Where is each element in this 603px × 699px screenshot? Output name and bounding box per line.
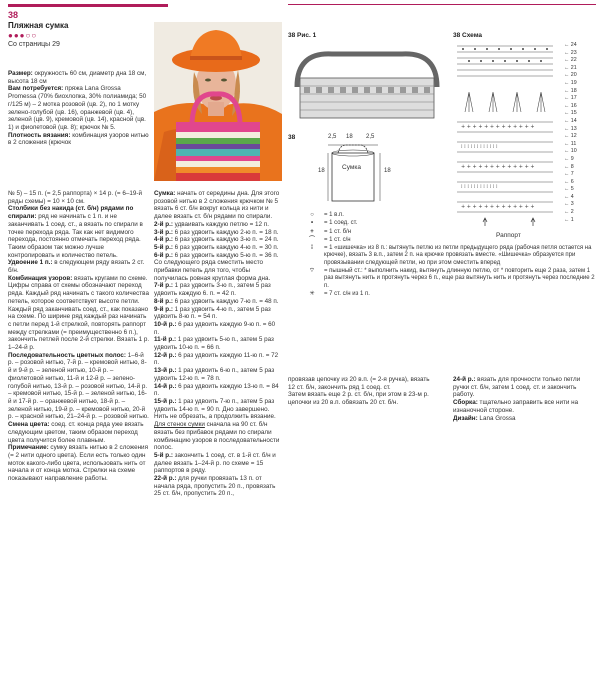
dim-2-5-left: 2,5 [328, 134, 337, 140]
materials-paragraph [8, 132, 150, 147]
col2-paragraph-heading: 3-й р.: [154, 228, 173, 236]
pattern-title: Пляжная сумка [8, 21, 69, 30]
col2-paragraph-text: Со следующего ряда сместить место прибавки петель для того, чтобы получилась ровная круглая форма дна. [154, 259, 271, 282]
col2-paragraph [154, 236, 282, 244]
schema-row-numbers [564, 42, 594, 224]
dim-18-right: 18 [384, 168, 391, 174]
col2-paragraph-heading: Сумка: [154, 190, 176, 197]
legend-symbol-icon: ○ [310, 212, 314, 218]
col2-paragraph [154, 244, 282, 252]
figure-1-label: 38 Рис. 1 [288, 32, 317, 39]
materials-paragraph-text: пряжа Lana Grossa Promessa (70% биохлопка, 30% полиамида; 50 г/125 м) – 2 мотка розовой (цв. 2), по 1 мотку зелено-голубой (цв. 16), оранжевой (цв. 4), зеленой (цв. 9), кремовой (цв. 14), красной (цв. 1) и фиолетовой (цв. 8); крючок № 5. [8, 85, 147, 131]
col2-paragraph-text: 1 раз удвоить 4-ю п., затем 5 раз удвоить 8-ю п. = 54 п. [154, 305, 271, 321]
legend-item [300, 229, 595, 236]
col1-paragraph-heading: Столбики без накида (ст. б/н) рядами по спирали: [8, 205, 134, 221]
col1-paragraph-text: ряд не начинать с 1 п. и не заканчивать 1 соед. ст., а вязать по спирали в точке перехода ряда. Так как нет видимого перехода, постоянно отмечать переход ряда. Таким образом так можно лучше контролировать и количество петель. [8, 213, 143, 259]
col2-paragraph-heading: 22-й р.: [154, 475, 177, 483]
col2-paragraph-heading: 4-й р.: [154, 236, 173, 244]
bag-label: Сумка [342, 164, 361, 171]
col2-paragraph [154, 452, 282, 475]
col2-paragraph-heading: 14-й р.: [154, 382, 177, 390]
col2-paragraph-text: закончить 1 соед. ст. в 1-й ст. б/н и далее вязать 1–24-й р. по схеме = 15 раппортов в ряду. [154, 451, 276, 475]
col1-paragraph-heading: Последовательность цветных полос: [8, 351, 126, 359]
col1-paragraph-text: в следующем ряду вязать 2 ст. б/н. [8, 259, 145, 275]
svg-text:⁞ ⁞ ⁞ ⁞ ⁞ ⁞ ⁞ ⁞ ⁞ ⁞ ⁞ ⁞: ⁞ ⁞ ⁞ ⁞ ⁞ ⁞ ⁞ ⁞ ⁞ ⁞ ⁞ ⁞ [461, 184, 498, 190]
col3-paragraph-text: Затем вязать еще 2 р. ст. б/н, при этом в 23-м р. цепочки из 20 в.п. обвязать 20 ст. б/н. [288, 391, 429, 407]
col2-paragraph-text: 6 раз удвоить каждую 3-ю п. = 24 п. [172, 236, 279, 244]
col2-paragraph [154, 298, 282, 306]
col2-paragraph-text: 6 раз удвоить каждую 7-ю п. = 48 п. [172, 297, 279, 305]
col2-paragraph-heading: 15-й р.: [154, 397, 177, 405]
col2-paragraph-heading: 7-й р.: [154, 282, 173, 290]
legend-item [300, 268, 595, 290]
col1-paragraph [8, 190, 150, 205]
row-number: ← 23 [564, 49, 577, 56]
legend-text: = 1 ст. б/н [324, 228, 352, 235]
col2-paragraph [154, 190, 282, 221]
row-number: ← 10 [564, 148, 577, 155]
col2-paragraph [154, 259, 282, 282]
col2-paragraph [154, 336, 282, 351]
materials-paragraph-text: окружность 60 см, диаметр дна 18 см, высота 18 см [8, 70, 147, 85]
legend-item [300, 212, 595, 219]
col2-paragraph-text: начать от середины дна. Для этого розовой нитью в 2 сложения крючком № 5 вязать 6 ст. б/н вокруг кольца из нити и далее вязать ст. б/н рядами по спирали. [154, 190, 280, 221]
col1-paragraph [8, 205, 150, 259]
col2-paragraph-text: 6 раз удвоить каждую 11-ю п. = 72 п. [154, 351, 279, 367]
col2-paragraph-heading: 5-й р.: [154, 451, 173, 459]
col4-paragraph-text: тщательно заправить все нити на изнаночной стороне. [453, 399, 579, 414]
legend-symbol-icon: • [310, 220, 314, 227]
row-number: ← 5 [564, 186, 574, 193]
dim-18-top: 18 [346, 134, 353, 140]
row-number: ← 7 [564, 171, 574, 178]
col2-paragraph [154, 321, 282, 336]
instructions-column-2 [154, 190, 282, 695]
col1-paragraph [8, 444, 150, 483]
col1-paragraph [8, 275, 150, 352]
col1-paragraph-text: 1–6-й р. – розовой нитью, 7-й р. – кремовой нитью, 8-й и 9-й р. – зеленой нитью, 10-й р. – фиолетовой нитью, 11-й и 12-й р. – зелено-голубой нитью, 13-й р. – розовой нитью, 14-й р. – кремовой нитью, 15-й р. – зеленой нитью, 16-й и 17-й р. – оранжевой нитью, 18-й р. – зеленой нитью, 19-й р. – кремовой нитью, 20-й р. – красной нитью, 21–24-й р. – розовой нитью. [8, 351, 149, 421]
row-number: ← 20 [564, 72, 577, 79]
col1-paragraph-heading: Комбинация узоров: [8, 274, 73, 282]
schema-label: 38 Схема [453, 32, 483, 39]
instructions-column-4 [453, 376, 593, 436]
legend-text: = 1 ст. с/н [324, 236, 351, 243]
header-rule [288, 4, 596, 5]
col2-paragraph-heading: 2-й р.: [154, 220, 173, 228]
col4-paragraph-heading: Дизайн: [453, 414, 478, 422]
col2-paragraph-heading: 13-й р.: [154, 367, 177, 375]
dim-2-5-right: 2,5 [366, 134, 375, 140]
col2-paragraph [154, 252, 282, 260]
pattern-number: 38 [8, 10, 19, 20]
materials-paragraph-text: комбинация узоров нитью в 2 сложения (крючок [8, 131, 149, 147]
svg-text:+ + + + + + + + + + + + +: + + + + + + + + + + + + + [461, 164, 535, 170]
col1-paragraph-text: вязать кругами по схеме. Цифры справа от схемы обозначают переход ряда. Каждый ряд начинать с такого количества петель, которое соответствует высоте петли. Каждый ряд заканчивать соед. ст., как показано на схеме. По ширине ряд каждый раз начинать с петли перед 1-й стрелкой, повторять раппорт между стрелками (= преимущественно 6 п.), закончить петлей после 2-й стрелки. Вязать 1 р. 1–24-й р. [8, 274, 150, 352]
legend-text: = пышный ст.: * выполнить накид, вытянуть длинную петлю, от * повторить еще 2 раза, затем 1 раз вытянуть нить и протянуть через 6 п., еще раз вытянуть нить и протянуть через последние 2 п. [324, 268, 595, 289]
col2-paragraph-text: удваивать каждую петлю = 12 п. [172, 220, 269, 228]
col2-paragraph [154, 352, 282, 367]
col3-paragraph-text: провязав цепочку из 20 в.п. (= 2-я ручка), вязать 12 ст. б/н, закончить ряд 1 соед. ст. [288, 376, 430, 391]
row-number: ← 16 [564, 102, 577, 109]
col1-paragraph-text: сумку вязать нитью в 2 сложения (= 2 нити одного цвета). Если есть только один моток какого-либо цвета, использовать нить от начала и от конца мотка. Стрелки на схеме показывают направление работы. [8, 444, 148, 483]
col2-paragraph [154, 398, 282, 421]
col2-paragraph-text: 6 раз удвоить каждую 9-ю п. = 60 п. [154, 320, 276, 336]
col1-paragraph [8, 259, 150, 274]
col1-paragraph-heading: Смена цвета: [8, 421, 50, 429]
col2-paragraph [154, 421, 282, 452]
legend-symbol-icon: ⌒ [308, 236, 315, 243]
col1-paragraph-text: соед. ст. конца ряда уже вязать следующим цветом, таким образом переход цвета получится более плавным. [8, 421, 144, 444]
see-page-link[interactable]: Со страницы 29 [8, 41, 60, 48]
col2-paragraph-heading: 5-й р.: [154, 243, 173, 251]
col2-paragraph-text: 6 раз удвоить каждую 4-ю п. = 30 п. [172, 243, 279, 251]
col4-paragraph-heading: 24-й р.: [453, 376, 476, 383]
materials-paragraph-heading: Вам потребуется: [8, 85, 64, 93]
rapport-label: Раппорт [496, 232, 521, 239]
col2-paragraph-text: 1 раз удвоить 7-ю п., затем 5 раз удвоить 14-ю п. = 90 п. Дно завершено. Нить не обрезать, а продолжить вязание. [154, 397, 276, 421]
svg-text:+ + + + + + + + + + + + +: + + + + + + + + + + + + + [461, 204, 535, 210]
row-number: ← 1 [564, 216, 574, 223]
legend-item [300, 291, 595, 298]
col3-paragraph [288, 391, 436, 406]
legend-text: = 1 «шишечка» из 8 п.: вытянуть петлю из петли предыдущего ряда (рабочая петля остается на крючке), вязать 3 в.п., затем 2 п. на крючке провязать вместе. «Шишечка» образуется при провязывании следующей петли, но при этом сместить вперед [324, 245, 592, 266]
legend-symbol-icon: ✳ [309, 290, 315, 297]
col1-paragraph-heading: Удвоение 1 п.: [8, 259, 53, 267]
col4-paragraph [453, 415, 593, 423]
col2-paragraph-heading: 12-й р.: [154, 351, 177, 359]
figure-2-label: 38 [288, 134, 296, 141]
legend [300, 212, 595, 299]
row-number: ← 8 [564, 163, 574, 170]
col1-paragraph-heading: Примечание: [8, 444, 49, 452]
col2-paragraph [154, 306, 282, 321]
materials-block [8, 70, 150, 190]
col2-paragraph-text: 1 раз удвоить 6-ю п., затем 5 раз удвоить 12-ю п. = 78 п. [154, 367, 275, 382]
col2-paragraph-text: для ручки провязать 13 п. от начала ряда, пропустить 20 п., провязать 25 ст. б/н, пропустить 20 п., [154, 475, 276, 498]
row-number: ← 2 [564, 209, 574, 216]
col2-paragraph-heading: 6-й р.: [154, 251, 173, 259]
row-number: ← 9 [564, 155, 574, 162]
col2-paragraph [154, 367, 282, 382]
col1-paragraph [8, 421, 150, 444]
row-number: ← 13 [564, 125, 577, 132]
row-number: ← 19 [564, 79, 577, 86]
col2-paragraph-heading: 9-й р.: [154, 305, 173, 313]
legend-text: = 1 соед. ст. [324, 220, 358, 227]
row-number: ← 6 [564, 178, 574, 185]
col2-paragraph-text: 6 раз удвоить каждую 2-ю п. = 18 п. [172, 228, 279, 236]
svg-text:+ + + + + + + + + + + + +: + + + + + + + + + + + + + [461, 124, 535, 130]
legend-item [300, 237, 595, 244]
col2-paragraph [154, 282, 282, 297]
col4-paragraph-text: вязать для прочности только петли ручки ст. б/н, затем 1 соед. ст. и закончить работу. [453, 376, 581, 399]
col2-paragraph-text: 6 раз удвоить каждую 13-ю п. = 84 п. [154, 382, 279, 398]
col2-paragraph-text: 6 раз удвоить каждую 5-ю п. = 36 п. [172, 251, 279, 259]
legend-text: = 7 ст. с/н из 1 п. [324, 290, 370, 297]
header-accent-bar [8, 4, 168, 7]
legend-symbol-icon: + [310, 228, 314, 235]
materials-paragraph-heading: Плотность вязания: [8, 131, 71, 139]
figure-2-diagram [318, 141, 388, 207]
difficulty-rating: ●●●○○ [8, 31, 38, 40]
col2-paragraph-text: сначала на 90 ст. б/н вязать без прибавок рядами по спирали комбинацию узоров в последовательности полос. [154, 421, 280, 452]
col4-paragraph-text: Lana Grossa [477, 414, 516, 422]
instructions-column-1 [8, 190, 150, 695]
row-number: ← 12 [564, 133, 577, 140]
col2-paragraph-underline: Для стенок сумки [154, 421, 205, 429]
legend-text: = 1 в.п. [324, 212, 344, 218]
legend-symbol-icon: ⁞ [311, 245, 313, 252]
legend-item [300, 245, 595, 267]
svg-text:⁞ ⁞ ⁞ ⁞ ⁞ ⁞ ⁞ ⁞ ⁞ ⁞ ⁞ ⁞: ⁞ ⁞ ⁞ ⁞ ⁞ ⁞ ⁞ ⁞ ⁞ ⁞ ⁞ ⁞ [461, 144, 498, 150]
col2-paragraph-heading: 11-й р.: [154, 336, 177, 344]
materials-paragraph [8, 85, 150, 131]
dim-18-left: 18 [318, 168, 325, 174]
materials-paragraph [8, 70, 150, 85]
row-number: ← 17 [564, 95, 577, 102]
col2-paragraph [154, 475, 282, 498]
instructions-column-3 [288, 376, 436, 436]
legend-symbol-icon: ⌔ [309, 268, 315, 275]
col2-paragraph-heading: 8-й р.: [154, 297, 173, 305]
row-number: ← 24 [564, 42, 577, 48]
col2-paragraph-heading: 10-й р.: [154, 320, 177, 328]
col2-paragraph-text: 1 раз удвоить 5-ю п., затем 5 раз удвоить 10-ю п. = 66 п. [154, 336, 274, 352]
col1-paragraph-text: № 5) – 15 п. (= 2,5 раппорта) × 14 р. (= 6–19-й ряды схемы) = 10 × 10 см. [8, 190, 142, 205]
col4-paragraph [453, 399, 593, 414]
row-number: ← 3 [564, 201, 574, 208]
row-number: ← 21 [564, 64, 577, 71]
row-number: ← 4 [564, 193, 574, 200]
row-number: ← 14 [564, 117, 577, 124]
col2-paragraph [154, 221, 282, 229]
row-number: ← 11 [564, 140, 577, 147]
schema-grid [455, 42, 563, 226]
col2-paragraph [154, 383, 282, 398]
col4-paragraph [453, 376, 593, 399]
figure-1-diagram [292, 42, 442, 124]
col3-paragraph [288, 376, 436, 391]
row-number: ← 15 [564, 110, 577, 117]
col1-paragraph [8, 352, 150, 421]
col2-paragraph-text: 1 раз удвоить 3-ю п., затем 5 раз удвоить каждую 6. п. = 42 п. [154, 282, 271, 298]
legend-item [300, 220, 595, 227]
row-number: ← 18 [564, 87, 577, 94]
row-number: ← 22 [564, 57, 577, 64]
materials-paragraph-heading: Размер: [8, 70, 33, 77]
col4-paragraph-heading: Сборка: [453, 399, 478, 407]
model-photo [154, 22, 282, 181]
